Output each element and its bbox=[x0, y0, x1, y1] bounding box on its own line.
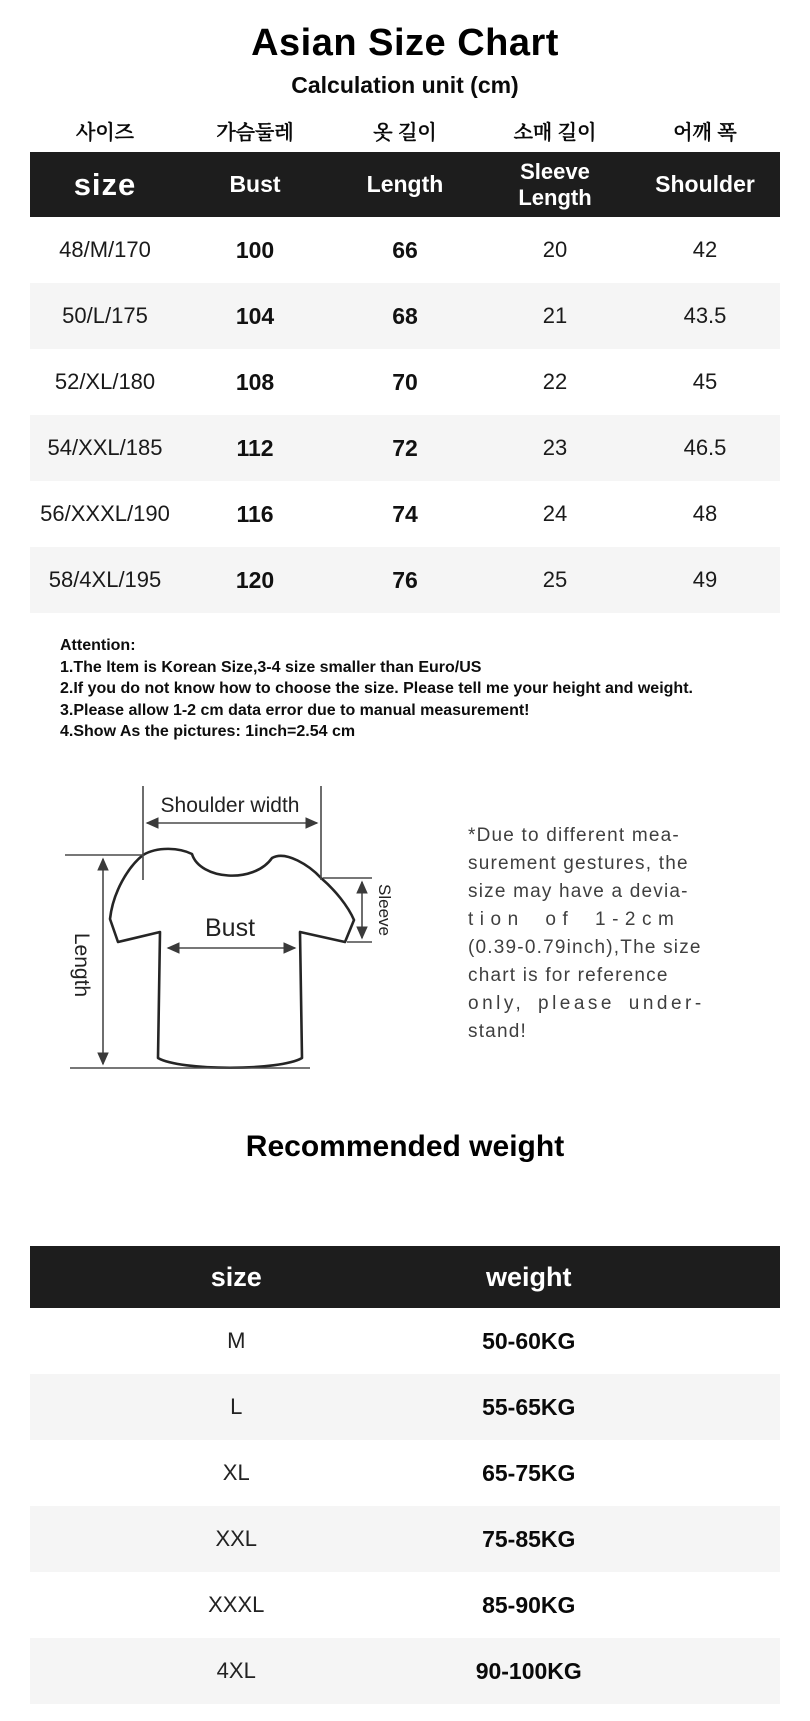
cell-shoulder: 49 bbox=[692, 567, 718, 592]
korean-header-size: 사이즈 bbox=[76, 122, 134, 144]
weight-header-size: size bbox=[210, 1261, 262, 1292]
attention-line: 3.Please allow 1-2 cm data error due to manual measurement! bbox=[60, 701, 530, 719]
header-size: size bbox=[73, 166, 137, 202]
attention-line: 1.The ltem is Korean Size,3-4 size smaller than Euro/US bbox=[60, 658, 482, 676]
bust-label: Bust bbox=[204, 914, 256, 942]
weight-cell-weight: 90-100KG bbox=[475, 1657, 582, 1684]
shoulder-width-label: Shoulder width bbox=[160, 794, 300, 817]
weight-row bbox=[30, 1572, 780, 1638]
table-row bbox=[30, 547, 780, 613]
cell-sleeve: 20 bbox=[542, 237, 568, 262]
note-line: chart is for reference bbox=[468, 965, 669, 986]
weight-cell-size: XXL bbox=[215, 1526, 258, 1551]
weight-cell-weight: 65-75KG bbox=[482, 1459, 576, 1486]
cell-size: 52/XL/180 bbox=[54, 369, 156, 394]
cell-bust: 108 bbox=[235, 368, 275, 395]
weight-cell-weight: 55-65KG bbox=[482, 1393, 576, 1420]
cell-bust: 120 bbox=[235, 566, 275, 593]
note-line: *Due to different mea- bbox=[468, 825, 680, 846]
weight-cell-weight: 85-90KG bbox=[482, 1591, 576, 1618]
cell-size: 48/M/170 bbox=[59, 237, 151, 262]
cell-shoulder: 48 bbox=[692, 501, 718, 526]
cell-length: 72 bbox=[392, 434, 418, 461]
cell-sleeve: 23 bbox=[542, 435, 568, 460]
tshirt-diagram-svg bbox=[40, 768, 440, 1080]
weight-cell-weight: 75-85KG bbox=[482, 1525, 576, 1552]
weight-cell-size: M bbox=[227, 1328, 246, 1353]
header-sleeve-line2: Length bbox=[518, 184, 592, 210]
cell-sleeve: 22 bbox=[542, 369, 568, 394]
header-sleeve-line1: Sleeve bbox=[520, 159, 590, 185]
weight-cell-weight: 50-60KG bbox=[482, 1327, 576, 1354]
table-row bbox=[30, 481, 780, 547]
cell-length: 76 bbox=[392, 566, 418, 593]
header-shoulder: Shoulder bbox=[655, 171, 755, 197]
weight-cell-size: L bbox=[230, 1394, 243, 1419]
cell-length: 68 bbox=[392, 302, 418, 329]
weight-row bbox=[30, 1374, 780, 1440]
tshirt-outline bbox=[110, 849, 354, 1068]
cell-bust: 112 bbox=[236, 434, 274, 461]
cell-length: 70 bbox=[392, 368, 418, 395]
note-line: only, please under- bbox=[468, 993, 705, 1014]
cell-bust: 104 bbox=[235, 302, 275, 329]
attention-line: 2.If you do not know how to choose the size. Please tell me your height and weight. bbox=[60, 680, 693, 697]
tshirt-measurement-diagram bbox=[40, 768, 440, 1080]
weight-header-weight: weight bbox=[486, 1261, 572, 1292]
cell-shoulder: 43.5 bbox=[683, 303, 727, 328]
page-title: Asian Size Chart bbox=[251, 22, 559, 64]
cell-shoulder: 42 bbox=[692, 237, 718, 262]
weight-cell-size: 4XL bbox=[216, 1658, 256, 1683]
header-length: Length bbox=[366, 171, 444, 197]
cell-size: 56/XXXL/190 bbox=[40, 501, 170, 526]
note-line: surement gestures, the bbox=[468, 853, 689, 874]
cell-sleeve: 25 bbox=[542, 567, 568, 592]
korean-header-bust: 가슴둘레 bbox=[216, 122, 294, 144]
size-table-header bbox=[30, 152, 780, 217]
length-label: Length bbox=[70, 932, 93, 998]
weight-table-header bbox=[30, 1246, 780, 1308]
measurement-note bbox=[468, 822, 783, 1046]
attention-heading: Attention: bbox=[60, 637, 136, 654]
note-line: (0.39-0.79inch),The size bbox=[468, 937, 702, 958]
korean-header-shoulder: 어깨 폭 bbox=[673, 122, 737, 144]
table-row bbox=[30, 349, 780, 415]
cell-bust: 116 bbox=[236, 500, 274, 527]
table-row bbox=[30, 283, 780, 349]
weight-row bbox=[30, 1440, 780, 1506]
cell-shoulder: 46.5 bbox=[683, 435, 727, 460]
cell-length: 66 bbox=[392, 236, 418, 263]
header-sleeve-length bbox=[480, 159, 630, 210]
cell-size: 54/XXL/185 bbox=[47, 435, 163, 460]
korean-header-length: 옷 길이 bbox=[373, 122, 437, 144]
attention-line: 4.Show As the pictures: 1inch=2.54 cm bbox=[60, 723, 356, 740]
sleeve-label: Sleeve bbox=[375, 884, 394, 936]
size-table bbox=[30, 152, 780, 613]
cell-sleeve: 21 bbox=[542, 303, 568, 328]
weight-cell-size: XL bbox=[222, 1460, 250, 1485]
table-row bbox=[30, 415, 780, 481]
attention-block bbox=[60, 635, 810, 743]
cell-size: 58/4XL/195 bbox=[48, 567, 162, 592]
weight-table bbox=[30, 1246, 780, 1704]
weight-row bbox=[30, 1308, 780, 1374]
table-row bbox=[30, 217, 780, 283]
weight-cell-size: XXXL bbox=[208, 1592, 265, 1617]
korean-header-row bbox=[30, 116, 780, 145]
cell-bust: 100 bbox=[235, 236, 275, 263]
note-line: size may have a devia- bbox=[468, 881, 689, 902]
cell-shoulder: 45 bbox=[692, 369, 718, 394]
cell-size: 50/L/175 bbox=[62, 303, 148, 328]
page-subtitle: Calculation unit (cm) bbox=[291, 72, 519, 98]
note-line: tion of 1-2cm bbox=[468, 909, 681, 930]
korean-header-sleeve: 소매 길이 bbox=[513, 122, 597, 144]
header-bust: Bust bbox=[229, 171, 281, 197]
weight-section-title: Recommended weight bbox=[245, 1130, 565, 1163]
cell-length: 74 bbox=[392, 500, 418, 527]
cell-sleeve: 24 bbox=[542, 501, 568, 526]
weight-row bbox=[30, 1506, 780, 1572]
note-line: stand! bbox=[468, 1021, 527, 1042]
weight-row bbox=[30, 1638, 780, 1704]
